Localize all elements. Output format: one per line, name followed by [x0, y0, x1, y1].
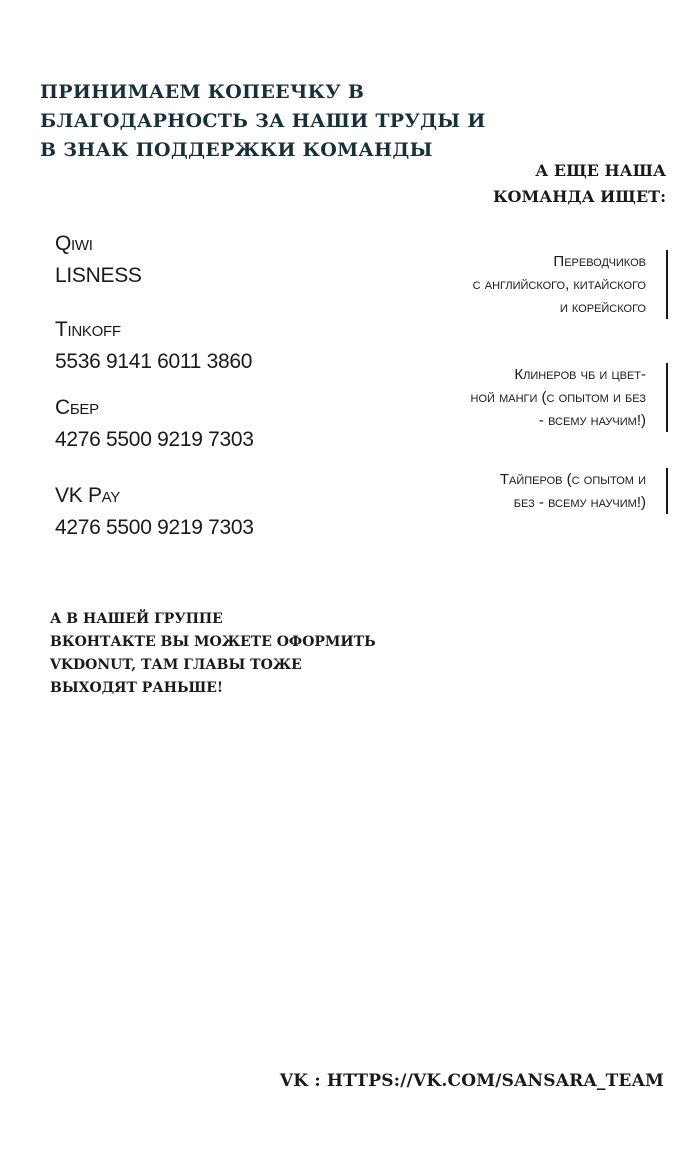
- role-line: Тайперов (с опытом и: [499, 471, 646, 488]
- payment-name: Tinkoff: [55, 318, 121, 341]
- vkdonut-promo: [50, 608, 376, 700]
- role-line: Клинеров чб и цвет-: [514, 366, 646, 383]
- promo-line: А В НАШЕЙ ГРУППЕ: [50, 611, 223, 627]
- role-cleaners: [406, 363, 668, 432]
- role-typers: [406, 468, 668, 514]
- vk-group-link: VK : HTTPS://VK.COM/SANSARA_TEAM: [279, 1071, 664, 1091]
- payment-name: VK Pay: [55, 484, 120, 507]
- recruit-title-line: А ЕЩЕ НАША: [535, 161, 666, 180]
- role-line: и корейского: [559, 299, 646, 316]
- recruit-title: [466, 158, 666, 210]
- role-line: - всему научим!): [538, 412, 646, 429]
- payment-value: LISNESS: [55, 264, 142, 287]
- recruit-title-line: КОМАНДА ИЩЕТ:: [493, 187, 666, 206]
- promo-line: ВКОНТАКТЕ ВЫ МОЖЕТЕ ОФОРМИТЬ: [50, 634, 376, 650]
- role-translators: [406, 250, 668, 319]
- headline-line: ПРИНИМАЕМ КОПЕЕЧКУ В: [40, 81, 365, 103]
- payment-name: Qiwi: [55, 232, 93, 255]
- headline: [40, 78, 486, 165]
- role-line: ной манги (с опытом и без: [470, 389, 646, 406]
- role-line: Переводчиков: [553, 253, 646, 270]
- payment-qiwi: [55, 228, 315, 292]
- promo-line: VKDONUT, ТАМ ГЛАВЫ ТОЖЕ: [50, 657, 302, 673]
- headline-line: В ЗНАК ПОДДЕРЖКИ КОМАНДЫ: [40, 139, 433, 161]
- headline-line: БЛАГОДАРНОСТЬ ЗА НАШИ ТРУДЫ И: [40, 110, 486, 132]
- payment-value: 4276 5500 9219 7303: [55, 516, 254, 539]
- payment-sber: [55, 392, 315, 456]
- payment-value: 4276 5500 9219 7303: [55, 428, 254, 451]
- role-line: без - всему научим!): [513, 494, 646, 511]
- payment-vkpay: [55, 480, 315, 544]
- payment-tinkoff: [55, 314, 315, 378]
- role-line: с английского, китайского: [472, 276, 646, 293]
- payment-name: Сбер: [55, 396, 99, 419]
- promo-line: ВЫХОДЯТ РАНЬШЕ!: [50, 680, 224, 696]
- payment-value: 5536 9141 6011 3860: [55, 350, 253, 373]
